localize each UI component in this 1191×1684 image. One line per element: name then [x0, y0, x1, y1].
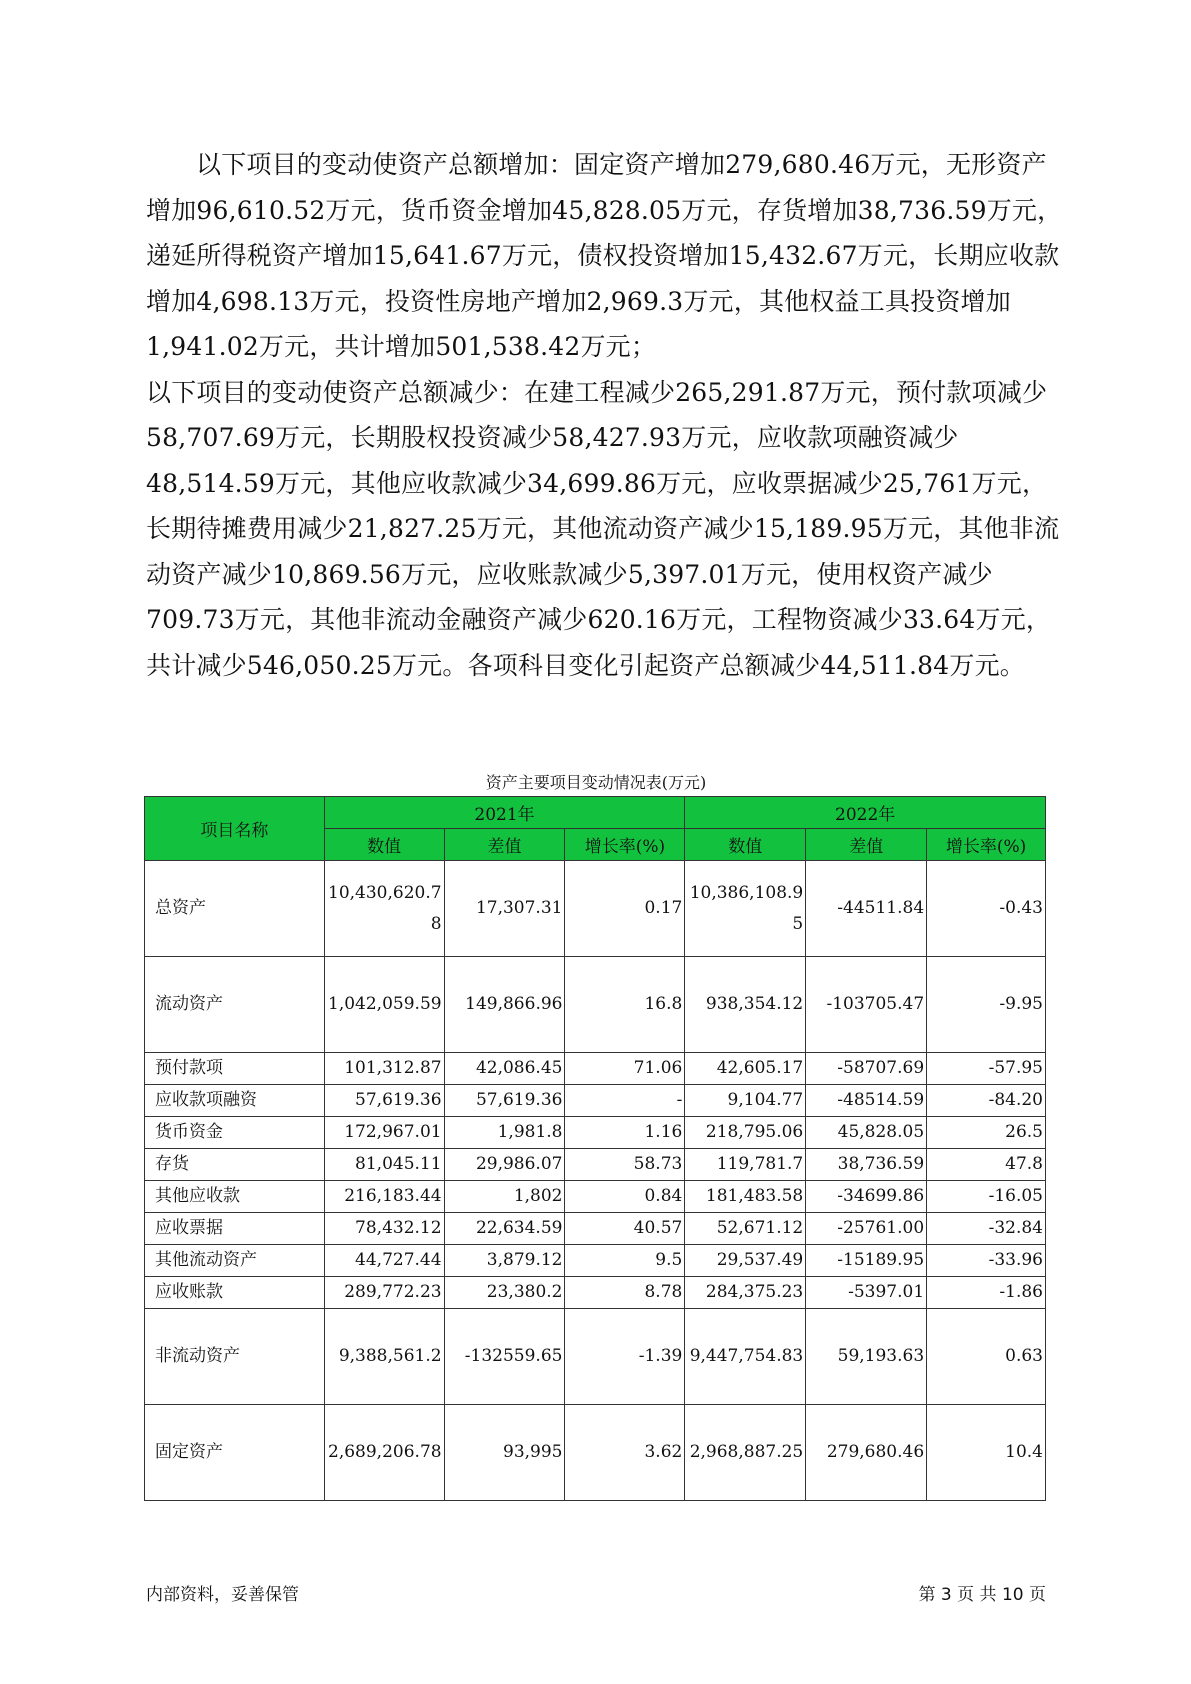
value-2021-cell: 101,312.87 [324, 1053, 444, 1085]
item-name-cell: 总资产 [145, 861, 325, 957]
value-2022-cell: 29,537.49 [685, 1245, 806, 1277]
diff-2021-cell: 3,879.12 [444, 1245, 565, 1277]
rate-2022-cell: -33.96 [927, 1245, 1046, 1277]
diff-2022-cell: 59,193.63 [806, 1309, 927, 1405]
rate-2021-cell: - [565, 1085, 685, 1117]
value-2021-cell: 2,689,206.78 [324, 1405, 444, 1501]
value-2021-cell: 1,042,059.59 [324, 957, 444, 1053]
rate-2022-cell: 26.5 [927, 1117, 1046, 1149]
rate-2022-cell: -84.20 [927, 1085, 1046, 1117]
value-2022-cell: 9,447,754.83 [685, 1309, 806, 1405]
item-name-cell: 货币资金 [145, 1117, 325, 1149]
table-row [145, 1309, 1046, 1405]
rate-2021-cell: -1.39 [565, 1309, 685, 1405]
item-name-cell: 流动资产 [145, 957, 325, 1053]
value-2022-cell: 42,605.17 [685, 1053, 806, 1085]
diff-2022-cell: -25761.00 [806, 1213, 927, 1245]
asset-change-table [144, 796, 1046, 1501]
rate-2022-cell: -32.84 [927, 1213, 1046, 1245]
table-row [145, 1213, 1046, 1245]
table-row [145, 1245, 1046, 1277]
value-2022-cell: 9,104.77 [685, 1085, 806, 1117]
rate-2021-cell: 40.57 [565, 1213, 685, 1245]
rate-2022-cell: 0.63 [927, 1309, 1046, 1405]
table-row [145, 861, 1046, 957]
rate-2021-cell: 8.78 [565, 1277, 685, 1309]
value-2021-cell: 57,619.36 [324, 1085, 444, 1117]
sub-diff-header: 差值 [444, 829, 565, 861]
diff-2021-cell: 93,995 [444, 1405, 565, 1501]
item-name-cell: 应收账款 [145, 1277, 325, 1309]
value-2021-cell: 289,772.23 [324, 1277, 444, 1309]
diff-2022-cell: 38,736.59 [806, 1149, 927, 1181]
item-name-cell: 其他流动资产 [145, 1245, 325, 1277]
rate-2022-cell: 47.8 [927, 1149, 1046, 1181]
sub-rate-header: 增长率(%) [927, 829, 1046, 861]
year-2021-header: 2021年 [324, 797, 685, 829]
value-2021-cell: 78,432.12 [324, 1213, 444, 1245]
rate-2022-cell: -16.05 [927, 1181, 1046, 1213]
diff-2021-cell: 42,086.45 [444, 1053, 565, 1085]
table-row [145, 1181, 1046, 1213]
year-2022-header: 2022年 [685, 797, 1046, 829]
rate-2021-cell: 0.84 [565, 1181, 685, 1213]
sub-value-header: 数值 [324, 829, 444, 861]
value-2021-cell: 216,183.44 [324, 1181, 444, 1213]
diff-2021-cell: 29,986.07 [444, 1149, 565, 1181]
col-item-header: 项目名称 [145, 797, 325, 861]
sub-diff-header: 差值 [806, 829, 927, 861]
value-2022-cell: 284,375.23 [685, 1277, 806, 1309]
value-2022-cell: 52,671.12 [685, 1213, 806, 1245]
item-name-cell: 应收票据 [145, 1213, 325, 1245]
value-2021-cell: 10,430,620.78 [324, 861, 444, 957]
table-row [145, 1277, 1046, 1309]
diff-2022-cell: -103705.47 [806, 957, 927, 1053]
rate-2021-cell: 16.8 [565, 957, 685, 1053]
diff-2022-cell: -48514.59 [806, 1085, 927, 1117]
rate-2021-cell: 0.17 [565, 861, 685, 957]
item-name-cell: 固定资产 [145, 1405, 325, 1501]
value-2021-cell: 81,045.11 [324, 1149, 444, 1181]
rate-2022-cell: -9.95 [927, 957, 1046, 1053]
diff-2022-cell: -44511.84 [806, 861, 927, 957]
diff-2022-cell: 279,680.46 [806, 1405, 927, 1501]
diff-2022-cell: 45,828.05 [806, 1117, 927, 1149]
value-2021-cell: 172,967.01 [324, 1117, 444, 1149]
value-2022-cell: 938,354.12 [685, 957, 806, 1053]
diff-2021-cell: -132559.65 [444, 1309, 565, 1405]
table-row [145, 1053, 1046, 1085]
value-2022-cell: 218,795.06 [685, 1117, 806, 1149]
table-row [145, 1405, 1046, 1501]
value-2022-cell: 10,386,108.95 [685, 861, 806, 957]
diff-2022-cell: -15189.95 [806, 1245, 927, 1277]
value-2022-cell: 181,483.58 [685, 1181, 806, 1213]
page-number: 第 3 页 共 10 页 [918, 1585, 1046, 1605]
paragraph-increase: 以下项目的变动使资产总额增加：固定资产增加279,680.46万元，无形资产增加96,610.52万元，货币资金增加45,828.05万元，存货增加38,736.59万元，递延所得税资产增加15,641.67万元，债权投资增加15,432.67万元，长期应收款增加4,698.13万元，投资性房地产增加2,969.3万元，其他权益工具投资增加1,941.02万元，共计增加501,538.42万元； [146, 150, 1063, 361]
rate-2022-cell: -1.86 [927, 1277, 1046, 1309]
table-row [145, 957, 1046, 1053]
rate-2021-cell: 9.5 [565, 1245, 685, 1277]
diff-2022-cell: -5397.01 [806, 1277, 927, 1309]
rate-2021-cell: 3.62 [565, 1405, 685, 1501]
table-row [145, 1117, 1046, 1149]
footer-note: 内部资料，妥善保管 [146, 1585, 299, 1605]
diff-2021-cell: 1,981.8 [444, 1117, 565, 1149]
table-row [145, 1149, 1046, 1181]
sub-rate-header: 增长率(%) [565, 829, 685, 861]
rate-2021-cell: 71.06 [565, 1053, 685, 1085]
body-text [146, 142, 1066, 688]
value-2021-cell: 44,727.44 [324, 1245, 444, 1277]
item-name-cell: 预付款项 [145, 1053, 325, 1085]
diff-2021-cell: 23,380.2 [444, 1277, 565, 1309]
value-2021-cell: 9,388,561.2 [324, 1309, 444, 1405]
diff-2021-cell: 17,307.31 [444, 861, 565, 957]
diff-2021-cell: 1,802 [444, 1181, 565, 1213]
item-name-cell: 应收款项融资 [145, 1085, 325, 1117]
value-2022-cell: 2,968,887.25 [685, 1405, 806, 1501]
value-2022-cell: 119,781.7 [685, 1149, 806, 1181]
rate-2022-cell: -0.43 [927, 861, 1046, 957]
rate-2021-cell: 58.73 [565, 1149, 685, 1181]
item-name-cell: 非流动资产 [145, 1309, 325, 1405]
rate-2021-cell: 1.16 [565, 1117, 685, 1149]
item-name-cell: 其他应收款 [145, 1181, 325, 1213]
table-row [145, 1085, 1046, 1117]
paragraph-decrease: 以下项目的变动使资产总额减少：在建工程减少265,291.87万元，预付款项减少58,707.69万元，长期股权投资减少58,427.93万元，应收款项融资减少48,514.59万元，其他应收款减少34,699.86万元，应收票据减少25,761万元，长期待摊费用减少21,827.25万元，其他流动资产减少15,189.95万元，其他非流动资产减少10,869.56万元，应收账款减少5,397.01万元，使用权资产减少709.73万元，其他非流动金融资产减少620.16万元，工程物资减少33.64万元，共计减少546,050.25万元。各项科目变化引起资产总额减少44,511.84万元。 [146, 377, 1060, 680]
table-title: 资产主要项目变动情况表(万元) [485, 773, 707, 792]
item-name-cell: 存货 [145, 1149, 325, 1181]
rate-2022-cell: -57.95 [927, 1053, 1046, 1085]
rate-2022-cell: 10.4 [927, 1405, 1046, 1501]
sub-value-header: 数值 [685, 829, 806, 861]
diff-2022-cell: -58707.69 [806, 1053, 927, 1085]
diff-2021-cell: 57,619.36 [444, 1085, 565, 1117]
diff-2022-cell: -34699.86 [806, 1181, 927, 1213]
diff-2021-cell: 149,866.96 [444, 957, 565, 1053]
diff-2021-cell: 22,634.59 [444, 1213, 565, 1245]
